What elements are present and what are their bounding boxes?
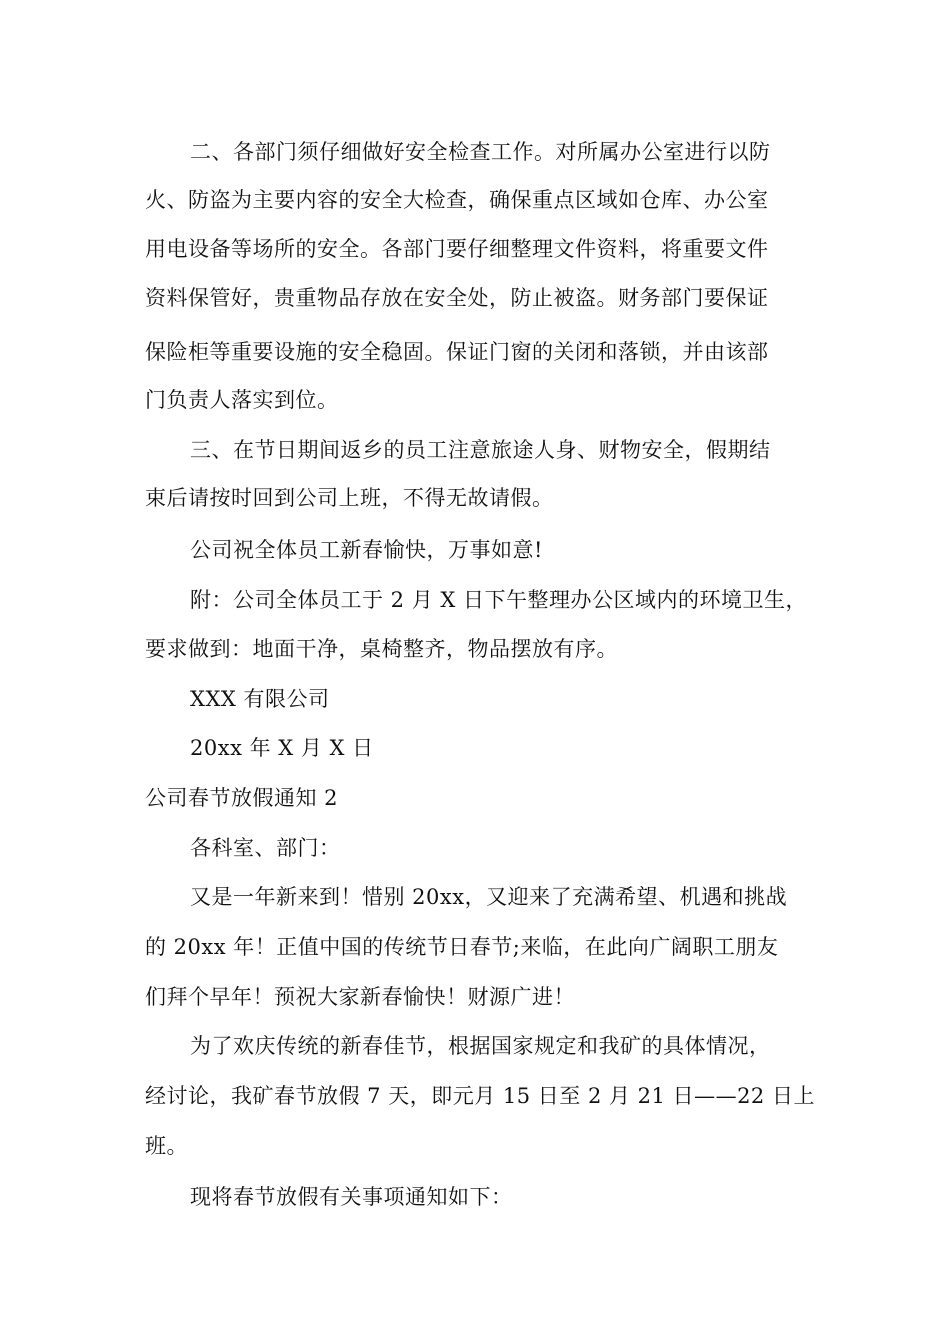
greeting-line: 公司祝全体员工新春愉快，万事如意! <box>190 538 543 562</box>
paragraph-2-line-2: 火、防盗为主要内容的安全大检查，确保重点区域如仓库、办公室 <box>145 188 769 212</box>
appendix-line-1: 附：公司全体员工于 2 月 X 日下午整理办公区域内的环境卫生， <box>190 588 808 612</box>
intro-line-1: 又是一年新来到！惜别 20xx，又迎来了充满希望、机遇和挑战 <box>190 885 788 909</box>
intro-line-3: 们拜个早年！预祝大家新春愉快！财源广进！ <box>145 985 575 1009</box>
paragraph-2-line-3: 用电设备等场所的安全。各部门要仔细整理文件资料，将重要文件 <box>145 237 769 261</box>
appendix-line-2: 要求做到：地面干净，桌椅整齐，物品摆放有序。 <box>145 637 618 661</box>
section-title: 公司春节放假通知 2 <box>145 786 339 810</box>
holiday-line-3: 班。 <box>145 1134 188 1158</box>
signature-date: 20xx 年 X 月 X 日 <box>190 736 374 760</box>
paragraph-3-line-2: 束后请按时回到公司上班，不得无故请假。 <box>145 486 554 510</box>
paragraph-2-line-6: 门负责人落实到位。 <box>145 388 339 412</box>
intro-line-2: 的 20xx 年！正值中国的传统节日春节;来临，在此向广阔职工朋友 <box>145 935 779 959</box>
company-signature: XXX 有限公司 <box>190 687 330 711</box>
paragraph-2-line-4: 资料保管好，贵重物品存放在安全处，防止被盗。财务部门要保证 <box>145 286 769 310</box>
paragraph-2-line-5: 保险柜等重要设施的安全稳固。保证门窗的关闭和落锁，并由该部 <box>145 340 769 364</box>
paragraph-2-line-1: 二、各部门须仔细做好安全检查工作。对所属办公室进行以防 <box>190 140 771 164</box>
holiday-line-2: 经讨论，我矿春节放假 7 天，即元月 15 日至 2 月 21 日——22 日上 <box>145 1084 815 1108</box>
holiday-line-1: 为了欢庆传统的新春佳节，根据国家规定和我矿的具体情况， <box>190 1034 771 1058</box>
salutation: 各科室、部门： <box>190 836 341 860</box>
notice-intro: 现将春节放假有关事项通知如下： <box>190 1185 513 1209</box>
paragraph-3-line-1: 三、在节日期间返乡的员工注意旅途人身、财物安全，假期结 <box>190 438 771 462</box>
